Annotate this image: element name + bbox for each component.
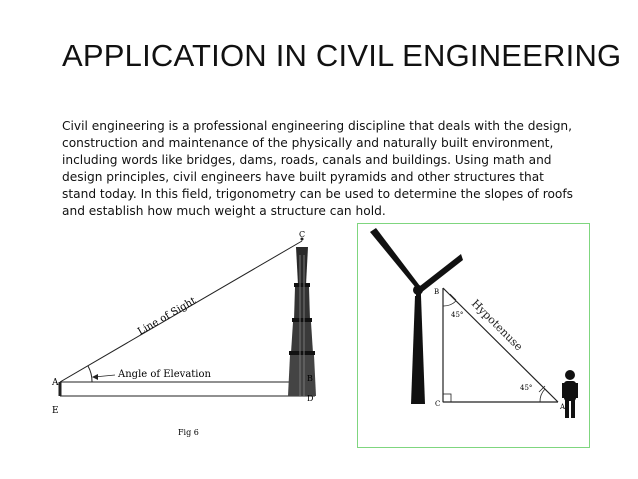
angle-top-label: 45° — [451, 311, 464, 319]
paragraph-line: including words like bridges, dams, roads, canals and buildings. Using math and — [62, 153, 552, 167]
point-b-label: B — [307, 374, 313, 383]
paragraph-line: and establish how much weight a structure can hold. — [62, 204, 386, 218]
point-a-label: A — [52, 378, 59, 388]
body-paragraph — [62, 118, 622, 220]
paragraph-line: construction and maintenance of the physically and naturally built environment, — [62, 136, 554, 150]
point-c-label: C — [435, 400, 441, 408]
paragraph-line: design principles, civil engineers have built pyramids and other structures that — [62, 170, 544, 184]
turbine-blade — [370, 228, 420, 288]
angle-of-elevation-label: Angle of Elevation — [118, 369, 211, 380]
angle-bottom-label: 45° — [520, 384, 533, 392]
angle-of-elevation-figure — [50, 225, 340, 450]
turbine-blade — [420, 254, 463, 292]
point-b-label: B — [434, 288, 440, 296]
tower-illustration — [288, 238, 316, 397]
point-d-label: D — [307, 394, 314, 403]
point-c-label: C — [299, 230, 306, 239]
paragraph-line: stand today. In this field, trigonometry can be used to determine the slopes of roofs — [62, 187, 574, 201]
figure-caption: Fig 6 — [178, 428, 199, 437]
point-e-label: E — [52, 406, 59, 416]
wind-turbine-figure — [357, 223, 590, 448]
paragraph-line: Civil engineering is a professional engineering discipline that deals with the design, — [62, 119, 573, 133]
hypotenuse-label: Hypotenuse — [468, 296, 526, 354]
line-of-sight-label: Line of Sight — [136, 295, 198, 338]
slide-title: APPLICATION IN CIVIL ENGINEERING — [62, 38, 622, 73]
point-a-label: A — [560, 403, 566, 411]
